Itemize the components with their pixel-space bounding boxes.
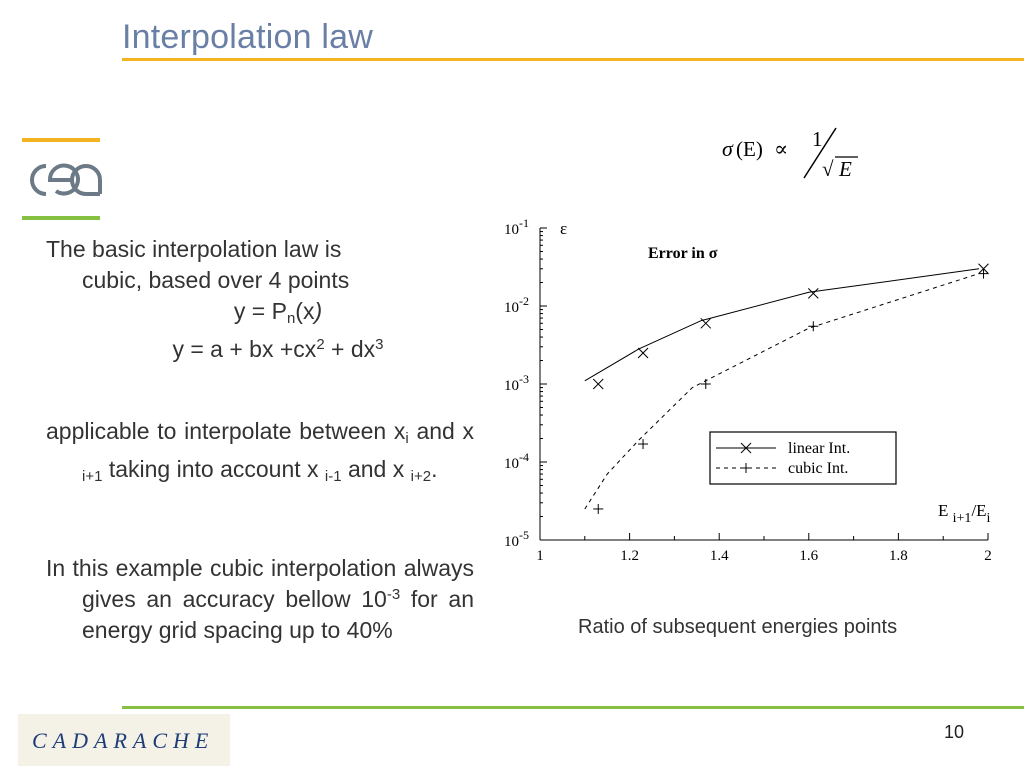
cross-section-formula [722, 124, 872, 194]
formula-arg: (E) [736, 137, 763, 161]
title-divider [122, 58, 1024, 61]
p1-line1: The basic interpolation law is [46, 236, 342, 262]
slide-title: Interpolation law [122, 18, 373, 56]
cadarache-logo-text: CADARACHE [32, 728, 215, 753]
chart-svg [490, 210, 1010, 580]
x-tick-label: 1.6 [799, 548, 819, 564]
error-chart [490, 210, 1010, 580]
equation-cubic: y = a + bx $+cx^2 + dx^3$ [172, 336, 384, 362]
y-axis-label: ε [560, 219, 568, 238]
y-tick-label: $10^{-4}$ [504, 450, 529, 472]
x-tick-label: 2 [984, 548, 992, 564]
p1-line2: cubic, based over 4 points [82, 267, 350, 293]
paragraph-applicable: applicable to interpolate between $x_i$ and x $_{i+1}$ taking into account x $_{i-1}$ and x $_{i+2}$. [46, 418, 475, 485]
legend-label-2: cubic Int. [788, 460, 849, 477]
page-number: 10 [944, 722, 965, 742]
y-tick-label: $10^{-3}$ [504, 372, 529, 394]
x-tick-label: 1 [536, 548, 544, 564]
cea-logo [18, 138, 102, 222]
cadarache-logo [18, 714, 230, 766]
y-tick-label: $10^{-1}$ [504, 216, 529, 238]
chart-title: Error in σ [648, 245, 718, 262]
legend-label-1: linear Int. [788, 440, 851, 457]
formula-prop: ∝ [774, 137, 789, 161]
formula-sqrt: √ [822, 157, 834, 181]
formula-one: 1 [812, 127, 823, 151]
equation-p: $y = P_n(x)$ [233, 298, 323, 327]
footer-divider [122, 706, 1024, 709]
logo-bar-bottom [22, 216, 100, 220]
x-axis-label: E $_{i+1}/E_i$ [938, 501, 991, 526]
cea-logo-icon [18, 152, 104, 208]
y-tick-label: $10^{-2}$ [504, 294, 529, 316]
formula-sigma: σ [722, 136, 733, 161]
x-tick-label: 1.2 [620, 548, 639, 564]
y-tick-label: $10^{-5}$ [504, 528, 529, 550]
series-line-1 [585, 269, 979, 381]
paragraph-interpolation-law [46, 234, 474, 365]
chart-caption: Ratio of subsequent energies points [578, 616, 898, 638]
paragraph-example: In this example cubic interpolation always gives an accuracy bellow $10^{-3}$ for an energy grid spacing up to 40% [46, 555, 474, 643]
formula-E: E [839, 157, 852, 181]
x-tick-label: 1.4 [709, 548, 729, 564]
logo-bar-top [22, 138, 100, 142]
x-tick-label: 1.8 [889, 548, 908, 564]
